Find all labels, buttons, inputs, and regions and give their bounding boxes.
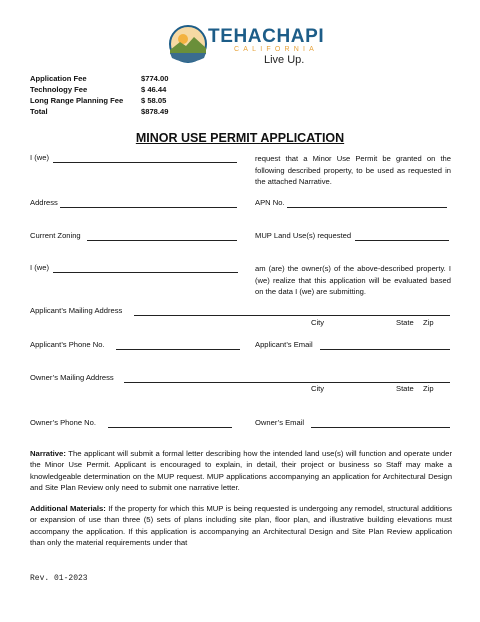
fee-total-label: Total [30, 107, 48, 116]
logo-tagline: Live Up. [264, 54, 305, 66]
current-zoning-label: Current Zoning [30, 231, 81, 240]
form-title: MINOR USE PERMIT APPLICATION [135, 131, 345, 145]
fee-label: Long Range Planning Fee [30, 96, 124, 105]
mup-land-use-label: MUP Land Use(s) requested [255, 231, 352, 240]
fee-total-amount: $878.49 [141, 107, 169, 116]
city-label: City [311, 384, 325, 393]
fee-amount: $ 46.44 [141, 85, 167, 94]
owner-name-field[interactable] [53, 272, 238, 273]
fee-label: Application Fee [30, 74, 87, 83]
state-label: State [396, 384, 414, 393]
apn-field[interactable] [287, 207, 447, 208]
apn-label: APN No. [255, 198, 285, 207]
narrative-heading: Narrative: [30, 449, 66, 458]
fee-amount: $ 58.05 [141, 96, 167, 105]
revision-label: Rev. 01-2023 [30, 574, 88, 583]
city-label: City [311, 318, 325, 327]
owner-mailing-label: Owner’s Mailing Address [30, 373, 114, 382]
applicant-email-label: Applicant’s Email [255, 340, 313, 349]
tehachapi-mountain-logo-icon [168, 24, 208, 64]
narrative-text: The applicant will submit a formal letter describing how the intended land use(s) will function and operate under the Minor Use Permit. Applicant is encouraged to explain, in detail, their project or business so Staff may make a knowledgeable determination on the MUP request. MUP applications accompanying an application for Architectural Design and Site Plan Review only need to submit one narrative letter. [30, 449, 453, 493]
applicant-mailing-label: Applicant’s Mailing Address [30, 306, 123, 315]
materials-paragraph [30, 503, 452, 549]
owner-phone-label: Owner’s Phone No. [30, 418, 96, 427]
owner-statement-text: am (are) the owner(s) of the above-described property. I (we) realize that this application will be evaluated based on the data I (we) are submitting. [255, 264, 451, 296]
state-label: State [396, 318, 414, 327]
fee-amount: $774.00 [141, 74, 169, 83]
applicant-mailing-field[interactable] [134, 315, 450, 316]
zip-label: Zip [423, 318, 434, 327]
applicant-phone-field[interactable] [116, 349, 240, 350]
narrative-paragraph [30, 448, 452, 494]
zip-label: Zip [423, 384, 434, 393]
logo-subtitle: CALIFORNIA [234, 46, 319, 53]
applicant-name-field[interactable] [53, 162, 237, 163]
applicant-email-field[interactable] [320, 349, 450, 350]
mup-land-use-field[interactable] [355, 240, 449, 241]
applicant-phone-label: Applicant’s Phone No. [30, 340, 105, 349]
fee-label: Technology Fee [30, 85, 88, 94]
owner-name-label: I (we) [30, 263, 49, 272]
logo-name: TEHACHAPI [208, 26, 325, 47]
applicant-request-text: request that a Minor Use Permit be granted on the following described property, to be used as requested in the attached Narrative. [255, 154, 451, 186]
address-label: Address [30, 198, 58, 207]
address-field[interactable] [60, 207, 237, 208]
owner-email-label: Owner’s Email [255, 418, 305, 427]
current-zoning-field[interactable] [87, 240, 237, 241]
owner-mailing-field[interactable] [124, 382, 450, 383]
applicant-name-label: I (we) [30, 153, 49, 162]
materials-heading: Additional Materials: [30, 504, 106, 513]
materials-text: If the property for which this MUP is being requested is undergoing any remodel, structural additions or expansion of use than three (5) sets of plans including site plan, floor plan, and illustrative building elevations must accompany the application. If this application is accompanying an Architectural Design and Site Plan Review application than only the material requirements under that [30, 504, 452, 548]
owner-phone-field[interactable] [108, 427, 232, 428]
owner-email-field[interactable] [311, 427, 450, 428]
